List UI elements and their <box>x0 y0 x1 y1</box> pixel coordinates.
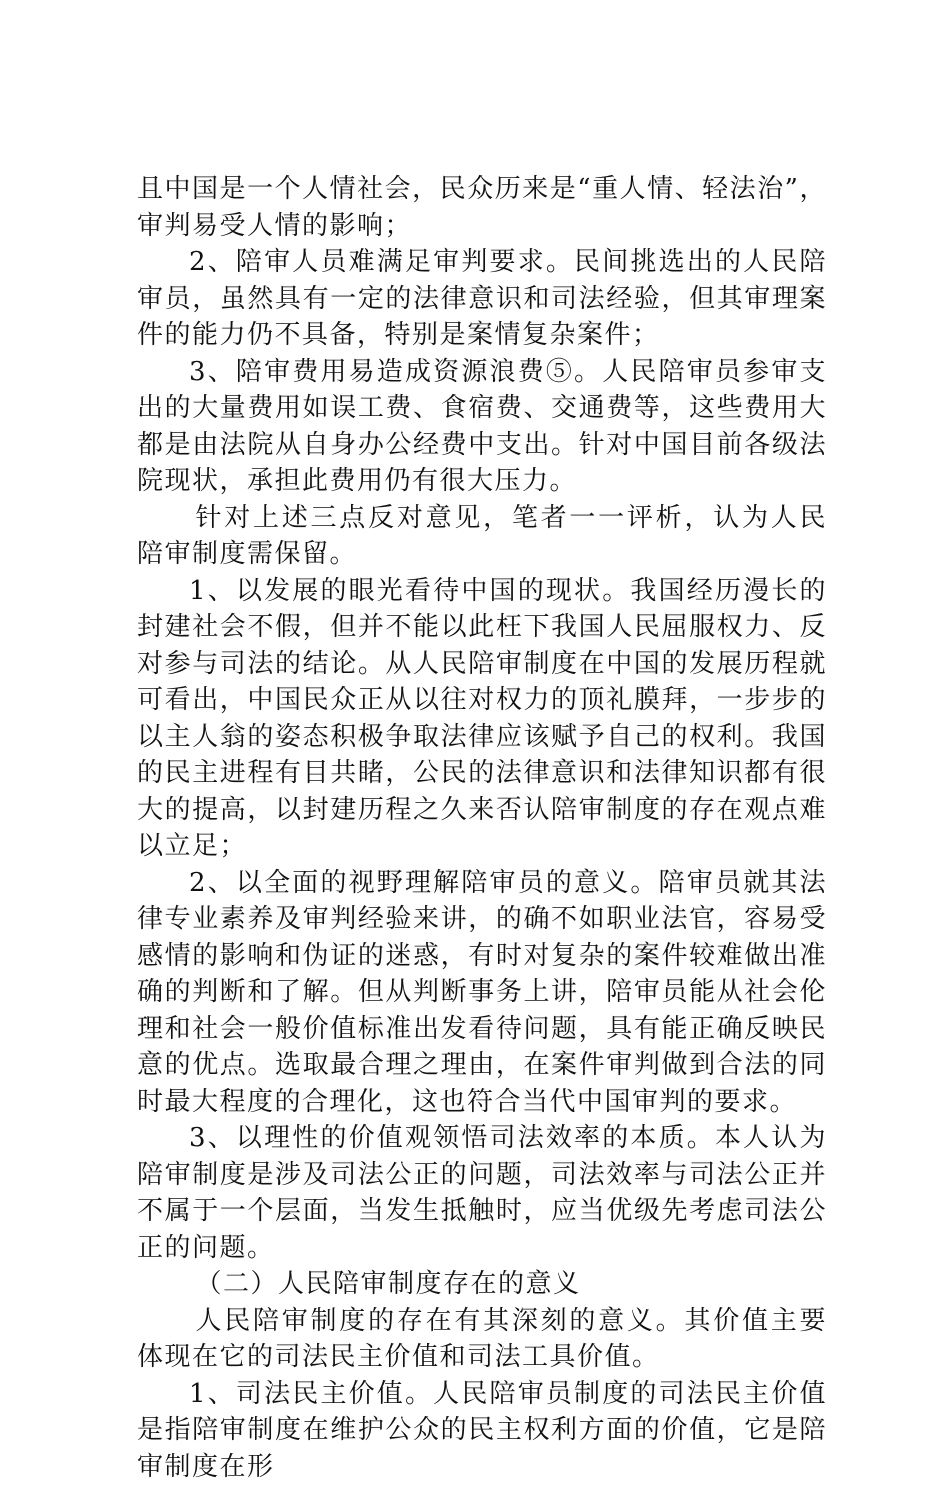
section-heading: （二）人民陪审制度存在的意义 <box>137 1266 827 1303</box>
paragraph: 针对上述三点反对意见，笔者一一评析，认为人民陪审制度需保留。 <box>137 500 827 573</box>
paragraph: 且中国是一个人情社会，民众历来是“重人情、轻法治”，审判易受人情的影响； <box>137 171 827 244</box>
paragraph: 2、陪审人员难满足审判要求。民间挑选出的人民陪审员，虽然具有一定的法律意识和司法经验，但其审理案件的能力仍不具备，特别是案情复杂案件； <box>137 244 827 354</box>
paragraph: 2、以全面的视野理解陪审员的意义。陪审员就其法律专业素养及审判经验来讲，的确不如职业法官，容易受感情的影响和伪证的迷惑，有时对复杂的案件较难做出准确的判断和了解。但从判断事务上讲，陪审员能从社会伦理和社会一般价值标准出发看待问题，具有能正确反映民意的优点。选取最合理之理由，在案件审判做到合法的同时最大程度的合理化，这也符合当代中国审判的要求。 <box>137 865 827 1121</box>
paragraph: 3、陪审费用易造成资源浪费⑤。人民陪审员参审支出的大量费用如误工费、食宿费、交通费等，这些费用大都是由法院从自身办公经费中支出。针对中国目前各级法院现状，承担此费用仍有很大压力。 <box>137 354 827 500</box>
paragraph: 3、以理性的价值观领悟司法效率的本质。本人认为陪审制度是涉及司法公正的问题，司法效率与司法公正并不属于一个层面，当发生抵触时，应当优级先考虑司法公正的问题。 <box>137 1120 827 1266</box>
paragraph: 1、以发展的眼光看待中国的现状。我国经历漫长的封建社会不假，但并不能以此枉下我国人民屈服权力、反对参与司法的结论。从人民陪审制度在中国的发展历程就可看出，中国民众正从以往对权力的顶礼膜拜，一步步的以主人翁的姿态积极争取法律应该赋予自己的权利。我国的民主进程有目共睹，公民的法律意识和法律知识都有很大的提高，以封建历程之久来否认陪审制度的存在观点难以立足； <box>137 573 827 865</box>
body-text <box>137 171 827 1485</box>
paragraph: 人民陪审制度的存在有其深刻的意义。其价值主要体现在它的司法民主价值和司法工具价值。 <box>137 1303 827 1376</box>
paragraph: 1、司法民主价值。人民陪审员制度的司法民主价值是指陪审制度在维护公众的民主权利方面的价值，它是陪审制度在形 <box>137 1376 827 1485</box>
